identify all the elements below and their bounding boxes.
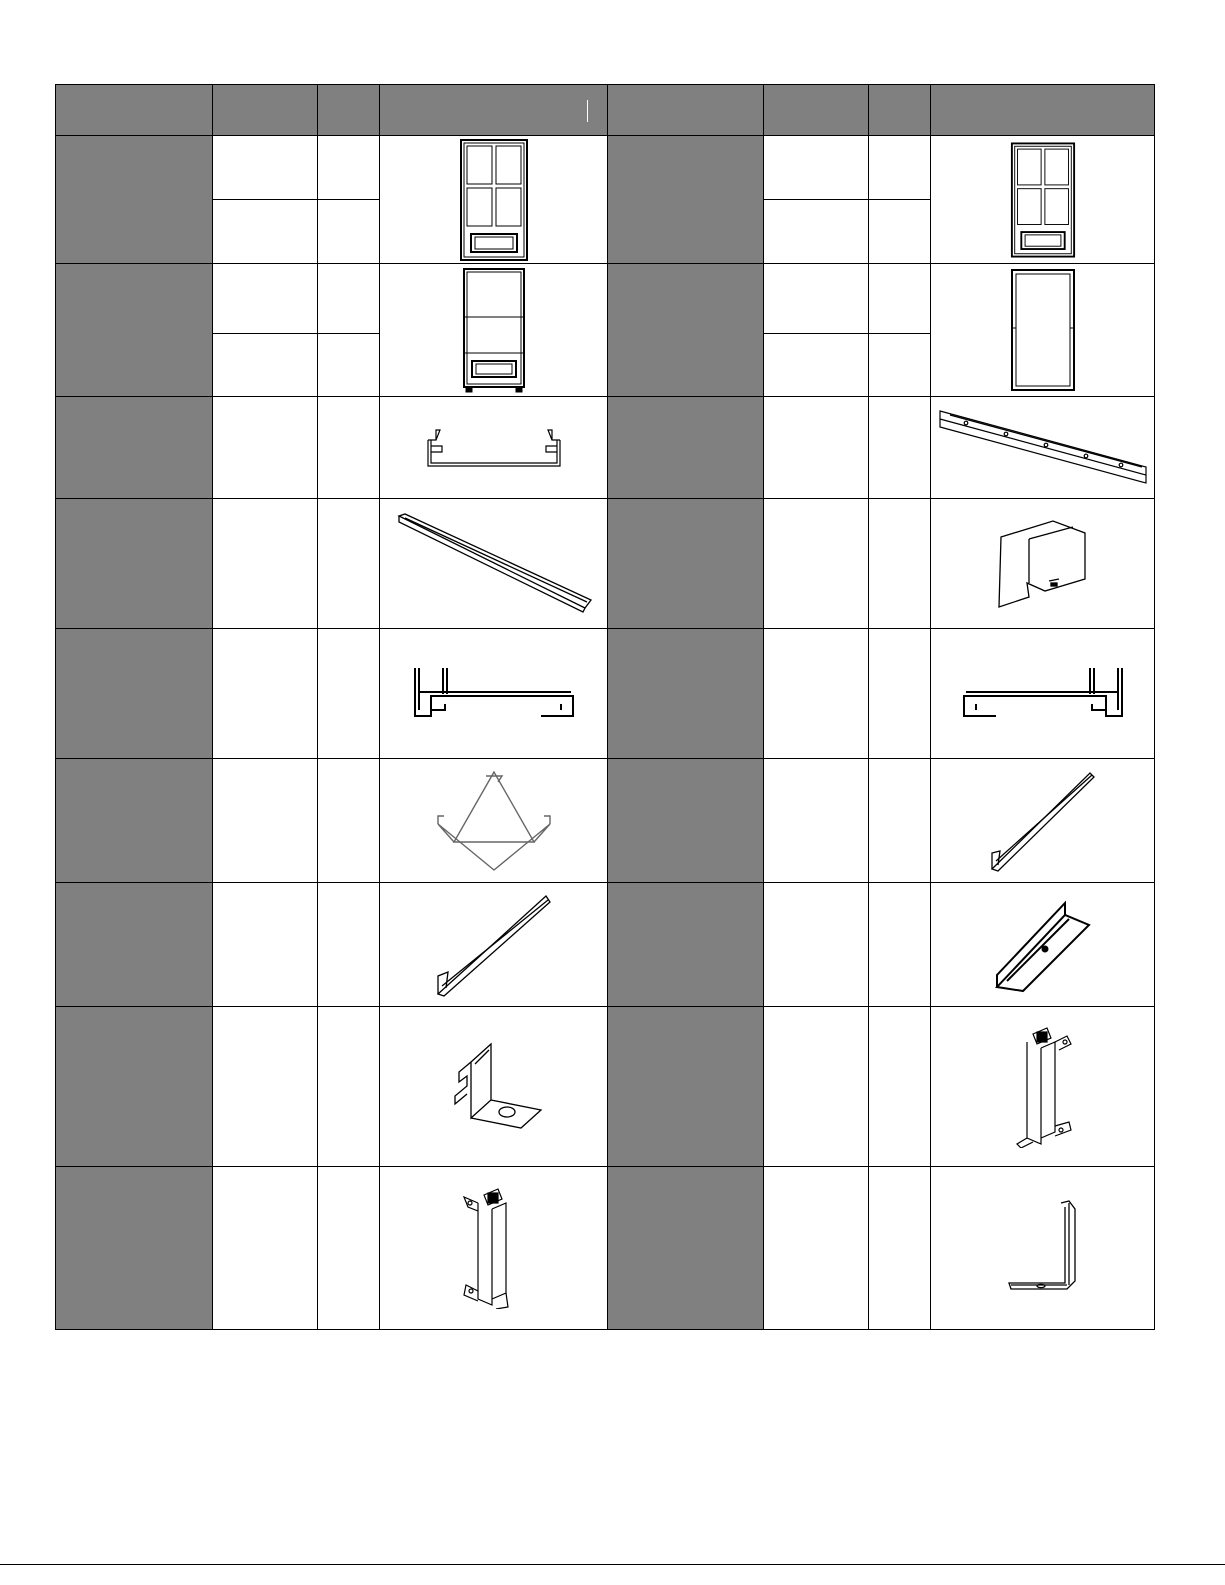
part-number-cell — [764, 499, 869, 629]
mounting-rail-icon — [931, 397, 1155, 499]
part-name-cell — [56, 264, 213, 397]
part-number-cell — [764, 264, 869, 334]
table-row — [56, 499, 1155, 629]
l-foot-bracket-icon — [931, 1167, 1155, 1330]
quantity-cell — [318, 759, 380, 883]
corner-profile-icon — [380, 759, 608, 883]
page-bottom-rule — [0, 1564, 1225, 1565]
base-profile-left-icon — [380, 629, 608, 759]
quantity-cell — [318, 1007, 380, 1167]
part-name-cell — [56, 397, 213, 499]
table-row — [56, 136, 1155, 200]
part-number-cell — [213, 629, 318, 759]
base-profile-right-icon — [931, 629, 1155, 759]
quantity-cell — [869, 499, 931, 629]
part-name-cell — [56, 629, 213, 759]
quantity-cell — [869, 629, 931, 759]
glass-door-cabinet-icon — [931, 136, 1155, 264]
part-number-cell — [213, 397, 318, 499]
quantity-cell — [869, 334, 931, 397]
tall-panel-icon — [931, 264, 1155, 397]
table-row — [56, 1007, 1155, 1167]
header-image-2 — [931, 85, 1155, 136]
quantity-cell — [318, 629, 380, 759]
angled-strip-icon — [380, 883, 608, 1007]
part-name-cell — [608, 1007, 764, 1167]
quantity-cell — [318, 397, 380, 499]
part-name-cell — [608, 136, 764, 264]
quantity-cell — [869, 200, 931, 264]
quantity-cell — [318, 200, 380, 264]
part-name-cell — [608, 264, 764, 397]
header-part-name-2 — [608, 85, 764, 136]
part-name-cell — [608, 499, 764, 629]
tall-cabinet-with-drawer-icon — [380, 264, 608, 397]
header-part-number — [213, 85, 318, 136]
part-number-cell — [213, 883, 318, 1007]
quantity-cell — [869, 264, 931, 334]
table-row — [56, 759, 1155, 883]
glass-door-cabinet-icon — [380, 136, 608, 264]
hinge-connector-icon — [380, 1167, 608, 1330]
part-number-cell — [213, 759, 318, 883]
quantity-cell — [318, 1167, 380, 1330]
quantity-cell — [318, 499, 380, 629]
part-number-cell — [764, 759, 869, 883]
quantity-cell — [869, 136, 931, 200]
part-name-cell — [56, 499, 213, 629]
part-name-cell — [56, 136, 213, 264]
part-number-cell — [764, 136, 869, 200]
channel-profile-icon — [380, 397, 608, 499]
table-row — [56, 397, 1155, 499]
part-name-cell — [56, 1167, 213, 1330]
quantity-cell — [869, 883, 931, 1007]
part-name-cell — [608, 1167, 764, 1330]
part-number-cell — [213, 499, 318, 629]
hinge-connector-icon — [931, 1007, 1155, 1167]
header-row — [56, 85, 1155, 136]
parts-table — [55, 84, 1155, 1330]
header-part-name — [56, 85, 213, 136]
part-number-cell — [764, 1167, 869, 1330]
table-row — [56, 264, 1155, 334]
part-number-cell — [213, 334, 318, 397]
quantity-cell — [869, 1007, 931, 1167]
table-row — [56, 883, 1155, 1007]
part-name-cell — [56, 759, 213, 883]
quantity-cell — [318, 334, 380, 397]
part-name-cell — [608, 629, 764, 759]
quantity-cell — [318, 883, 380, 1007]
part-number-cell — [213, 200, 318, 264]
angled-strip-icon — [931, 759, 1155, 883]
l-bracket-icon — [380, 1007, 608, 1167]
part-name-cell — [608, 759, 764, 883]
header-part-number-2 — [764, 85, 869, 136]
part-name-cell — [608, 883, 764, 1007]
part-number-cell — [764, 1007, 869, 1167]
part-number-cell — [764, 397, 869, 499]
quantity-cell — [869, 1167, 931, 1330]
table-row — [56, 629, 1155, 759]
part-name-cell — [608, 397, 764, 499]
table-row — [56, 1167, 1155, 1330]
part-number-cell — [764, 883, 869, 1007]
part-number-cell — [764, 200, 869, 264]
header-image — [380, 85, 608, 136]
part-number-cell — [213, 136, 318, 200]
quantity-cell — [318, 264, 380, 334]
part-number-cell — [764, 334, 869, 397]
angle-bracket-bar-icon — [931, 883, 1155, 1007]
part-name-cell — [56, 883, 213, 1007]
quantity-cell — [318, 136, 380, 200]
header-quantity — [318, 85, 380, 136]
part-name-cell — [56, 1007, 213, 1167]
header-quantity-2 — [869, 85, 931, 136]
header-divider-mark — [587, 100, 588, 122]
corner-cap-icon — [931, 499, 1155, 629]
part-number-cell — [213, 264, 318, 334]
part-number-cell — [213, 1167, 318, 1330]
part-number-cell — [213, 1007, 318, 1167]
quantity-cell — [869, 397, 931, 499]
quantity-cell — [869, 759, 931, 883]
part-number-cell — [764, 629, 869, 759]
long-trim-bar-icon — [380, 499, 608, 629]
